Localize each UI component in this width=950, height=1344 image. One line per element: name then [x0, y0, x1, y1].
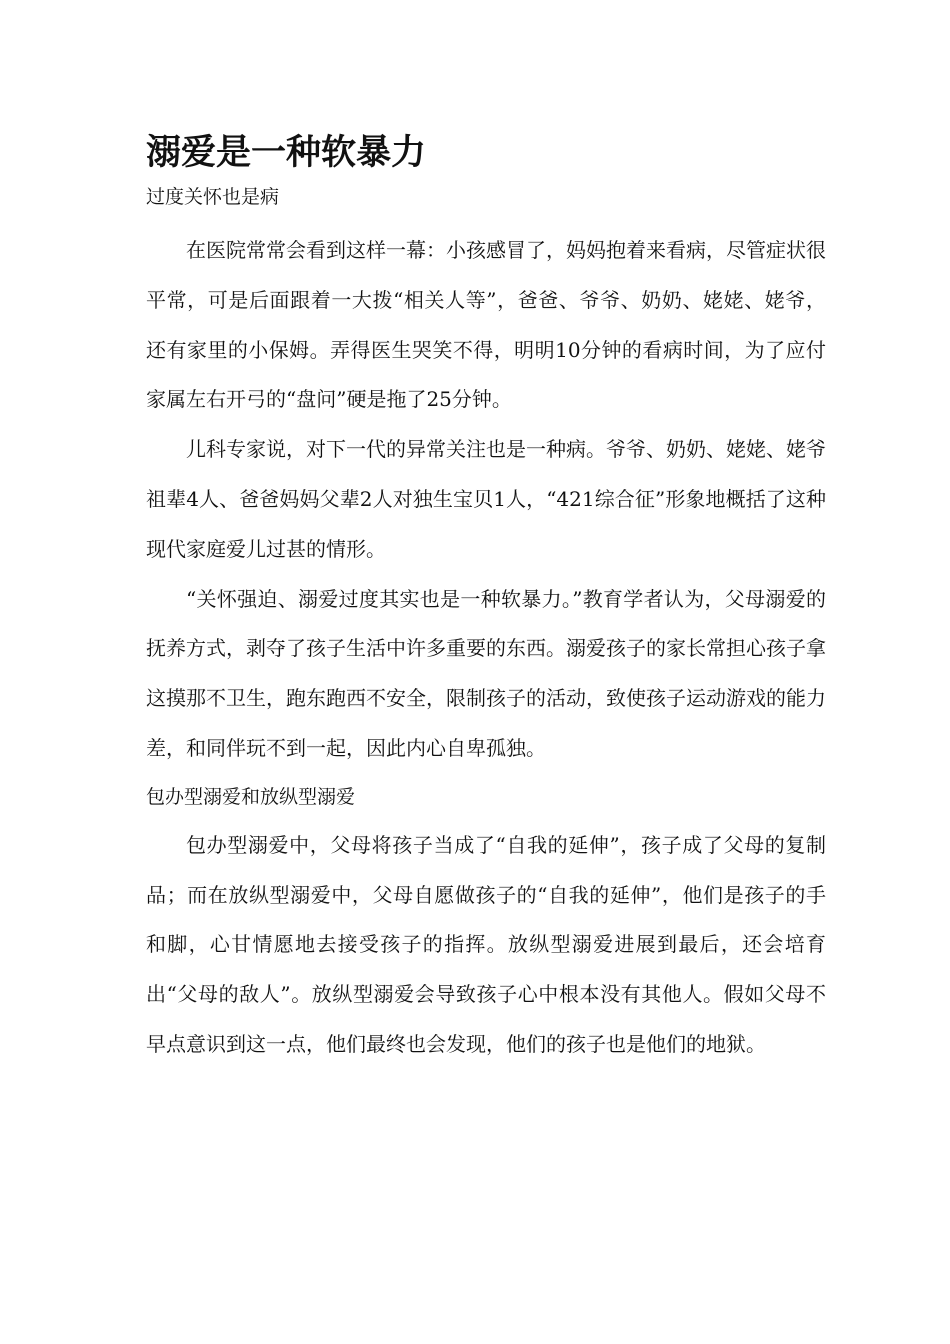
- document-page: [146, 126, 826, 1070]
- paragraph: 儿科专家说，对下一代的异常关注也是一种病。爷爷、奶奶、姥姥、姥爷祖辈4人、爸爸妈妈父辈2人对独生宝贝1人，“421综合征”形象地概括了这种现代家庭爱儿过甚的情形。: [146, 437, 826, 561]
- paragraph: 包办型溺爱中，父母将孩子当成了“自我的延伸”，孩子成了父母的复制品；而在放纵型溺爱中，父母自愿做孩子的“自我的延伸”，他们是孩子的手和脚，心甘情愿地去接受孩子的指挥。放纵型溺爱进展到最后，还会培育出“父母的敌人”。放纵型溺爱会导致孩子心中根本没有其他人。假如父母不早点意识到这一点，他们最终也会发现，他们的孩子也是他们的地狱。: [146, 832, 826, 1056]
- paragraph: “关怀强迫、溺爱过度其实也是一种软暴力。”教育学者认为，父母溺爱的抚养方式，剥夺了孩子生活中许多重要的东西。溺爱孩子的家长常担心孩子拿这摸那不卫生，跑东跑西不安全，限制孩子的活动，致使孩子运动游戏的能力差，和同伴玩不到一起，因此内心自卑孤独。: [146, 586, 826, 760]
- paragraph: 在医院常常会看到这样一幕：小孩感冒了，妈妈抱着来看病，尽管症状很平常，可是后面跟着一大拨“相关人等”，爸爸、爷爷、奶奶、姥姥、姥爷，还有家里的小保姆。弄得医生哭笑不得，明明10分钟的看病时间，为了应付家属左右开弓的“盘问”硬是拖了25分钟。: [146, 238, 826, 412]
- section-heading-1: 过度关怀也是病: [146, 186, 280, 208]
- document-title: 溺爱是一种软暴力: [146, 133, 427, 173]
- section-heading-2: 包办型溺爱和放纵型溺爱: [146, 785, 356, 808]
